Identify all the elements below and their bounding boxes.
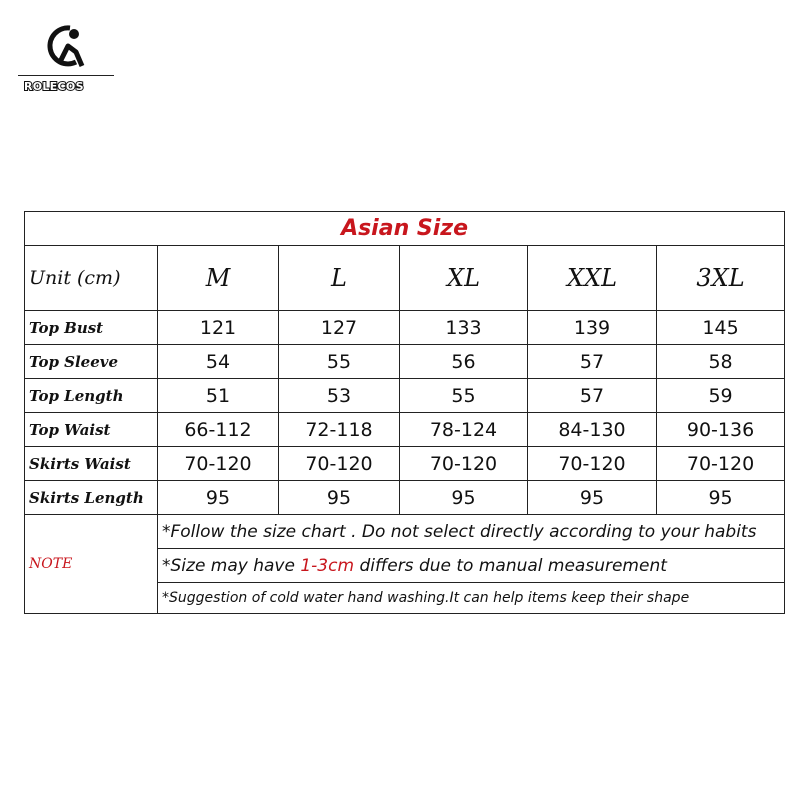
size-header: 3XL [657, 246, 785, 311]
table-cell: 95 [158, 481, 279, 515]
brand-logo [18, 22, 114, 102]
note-line-2-start: *Size may have [162, 555, 301, 576]
unit-label: Unit (cm) [25, 246, 158, 311]
table-cell: 133 [400, 311, 528, 345]
table-cell: 70-120 [400, 447, 528, 481]
table-row [25, 379, 785, 413]
table-cell: 127 [279, 311, 400, 345]
table-cell: 95 [528, 481, 657, 515]
table-cell: 78-124 [400, 413, 528, 447]
table-cell: 95 [279, 481, 400, 515]
brand-name: ROLECOS [24, 80, 84, 93]
runner-logo-icon [40, 22, 90, 72]
table-cell: 57 [528, 345, 657, 379]
table-cell: 72-118 [279, 413, 400, 447]
table-cell: 51 [158, 379, 279, 413]
row-label: Top Waist [25, 413, 158, 447]
table-row [25, 345, 785, 379]
note-line-2-end: differs due to manual measurement [354, 555, 667, 576]
table-row [25, 447, 785, 481]
table-cell: 53 [279, 379, 400, 413]
table-cell: 139 [528, 311, 657, 345]
note-line-1: *Follow the size chart . Do not select directly according to your habits [158, 515, 785, 549]
table-cell: 56 [400, 345, 528, 379]
row-label: Top Bust [25, 311, 158, 345]
note-label: NOTE [25, 515, 158, 614]
table-row [25, 413, 785, 447]
size-header: XL [400, 246, 528, 311]
table-cell: 55 [400, 379, 528, 413]
table-cell: 145 [657, 311, 785, 345]
table-title: Asian Size [25, 212, 785, 246]
table-cell: 70-120 [657, 447, 785, 481]
size-header: XXL [528, 246, 657, 311]
size-header: L [279, 246, 400, 311]
table-cell: 54 [158, 345, 279, 379]
row-label: Skirts Waist [25, 447, 158, 481]
note-line-3: *Suggestion of cold water hand washing.It can help items keep their shape [158, 583, 785, 614]
table-cell: 70-120 [279, 447, 400, 481]
table-cell: 66-112 [158, 413, 279, 447]
table-row [25, 481, 785, 515]
size-header-row [25, 246, 785, 311]
note-row [25, 515, 785, 549]
logo-divider [18, 75, 114, 76]
size-chart-table [24, 211, 785, 614]
table-cell: 84-130 [528, 413, 657, 447]
row-label: Top Length [25, 379, 158, 413]
row-label: Top Sleeve [25, 345, 158, 379]
size-header: M [158, 246, 279, 311]
table-cell: 58 [657, 345, 785, 379]
table-cell: 121 [158, 311, 279, 345]
table-cell: 55 [279, 345, 400, 379]
table-cell: 90-136 [657, 413, 785, 447]
row-label: Skirts Length [25, 481, 158, 515]
table-cell: 59 [657, 379, 785, 413]
table-row [25, 311, 785, 345]
note-line-2 [158, 549, 785, 583]
note-highlight: 1-3cm [300, 555, 355, 576]
table-cell: 70-120 [158, 447, 279, 481]
table-cell: 95 [657, 481, 785, 515]
table-cell: 70-120 [528, 447, 657, 481]
table-cell: 57 [528, 379, 657, 413]
table-cell: 95 [400, 481, 528, 515]
